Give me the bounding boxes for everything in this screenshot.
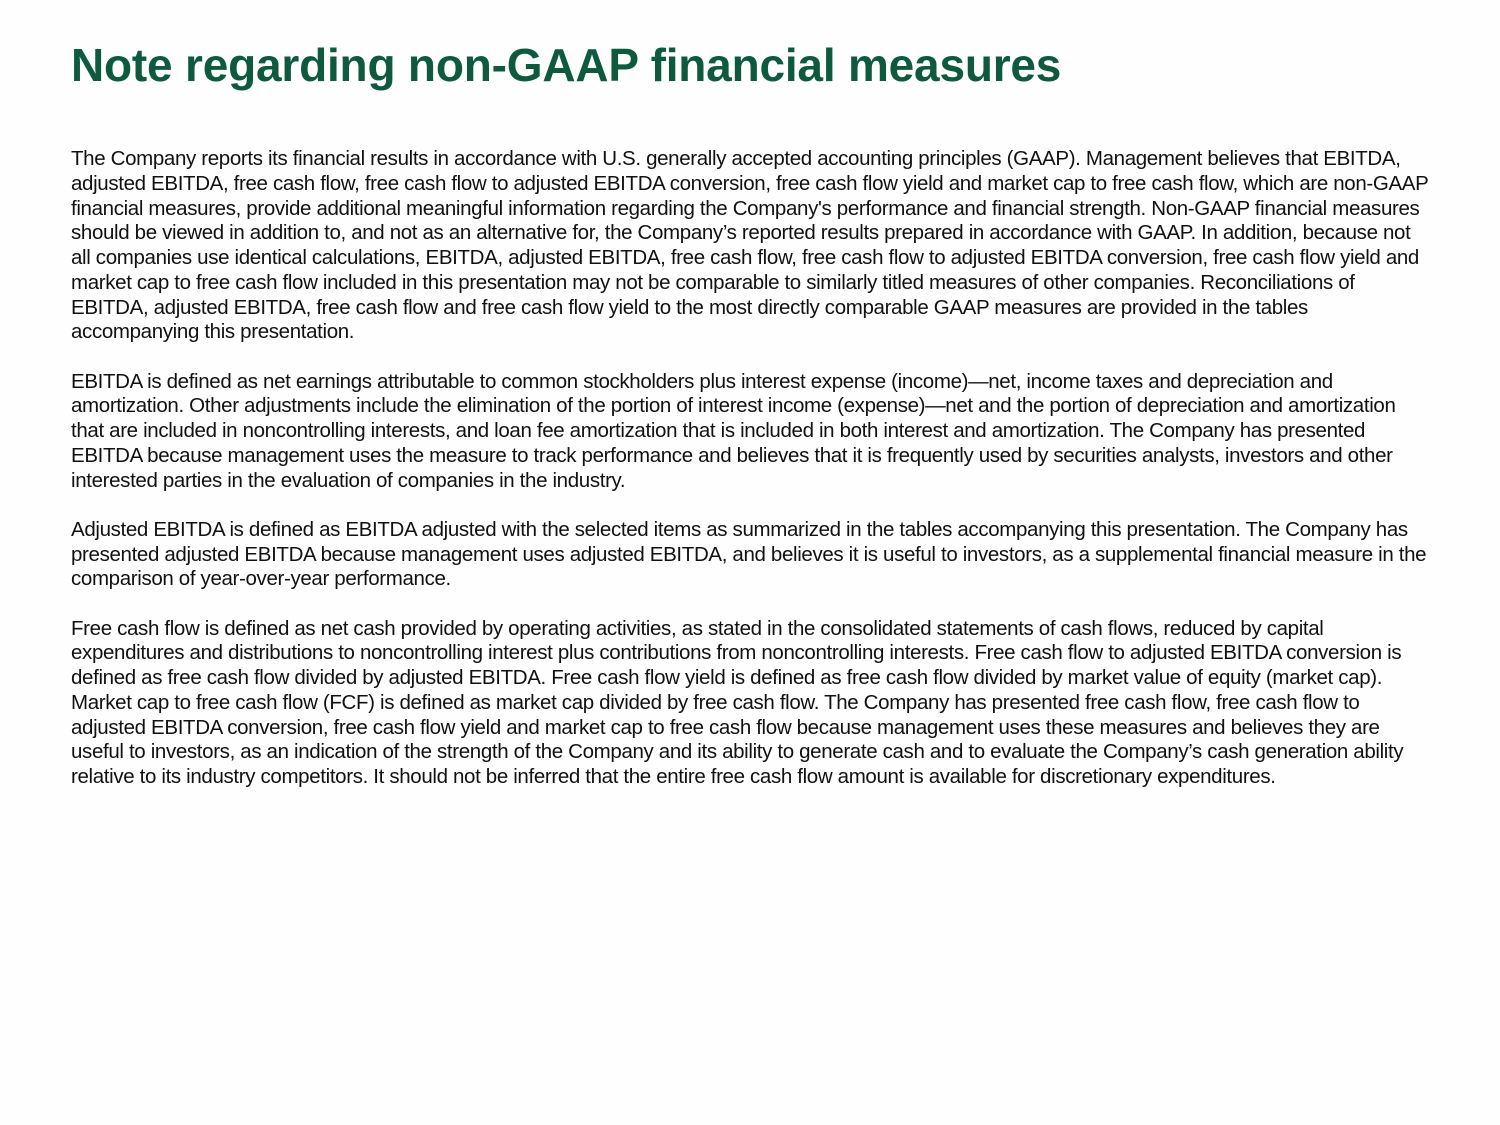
paragraph-gaap-overview: The Company reports its financial results in accordance with U.S. generally accepted accounting principles (GAAP). Management believes that EBITDA, adjusted EBITDA, free cash flow, free cash flow to adjusted EBITDA conversion, free cash flow yield and market cap to free cash flow, which are non-GAAP financial measures, provide additional meaningful information regarding the Company's performance and financial strength. Non-GAAP financial measures should be viewed in addition to, and not as an alternative for, the Company’s reported results prepared in accordance with GAAP. In addition, because not all companies use identical calculations, EBITDA, adjusted EBITDA, free cash flow, free cash flow to adjusted EBITDA conversion, free cash flow yield and market cap to free cash flow included in this presentation may not be comparable to similarly titled measures of other companies. Reconciliations of EBITDA, adjusted EBITDA, free cash flow and free cash flow yield to the most directly comparable GAAP measures are provided in the tables accompanying this presentation. bbox=[71, 147, 1429, 344]
page-title: Note regarding non-GAAP financial measures bbox=[71, 39, 1062, 91]
paragraph-ebitda-definition: EBITDA is defined as net earnings attributable to common stockholders plus interest expense (income)—net, income taxes and depreciation and amortization. Other adjustments include the elimination of the portion of interest income (expense)—net and the portion of depreciation and amortization that are included in noncontrolling interests, and loan fee amortization that is included in both interest and amortization. The Company has presented EBITDA because management uses the measure to track performance and believes that it is frequently used by securities analysts, investors and other interested parties in the evaluation of companies in the industry. bbox=[71, 369, 1396, 492]
paragraph-free-cash-flow-definition: Free cash flow is defined as net cash provided by operating activities, as stated in the consolidated statements of cash flows, reduced by capital expenditures and distributions to noncontrolling interest plus contributions from noncontrolling interests. Free cash flow to adjusted EBITDA conversion is defined as free cash flow divided by adjusted EBITDA. Free cash flow yield is defined as free cash flow divided by market value of equity (market cap). Market cap to free cash flow (FCF) is defined as market cap divided by free cash flow. The Company has presented free cash flow, free cash flow to adjusted EBITDA conversion, free cash flow yield and market cap to free cash flow because management uses these measures and believes they are useful to investors, as an indication of the strength of the Company and its ability to generate cash and to evaluate the Company’s cash generation ability relative to its industry competitors. It should not be inferred that the entire free cash flow amount is available for discretionary expenditures. bbox=[71, 616, 1404, 788]
body-text bbox=[71, 147, 1429, 790]
paragraph-adjusted-ebitda-definition: Adjusted EBITDA is defined as EBITDA adjusted with the selected items as summarized in the tables accompanying this presentation. The Company has presented adjusted EBITDA because management uses adjusted EBITDA, and believes it is useful to investors, as a supplemental financial measure in the comparison of year-over-year performance. bbox=[71, 517, 1427, 591]
